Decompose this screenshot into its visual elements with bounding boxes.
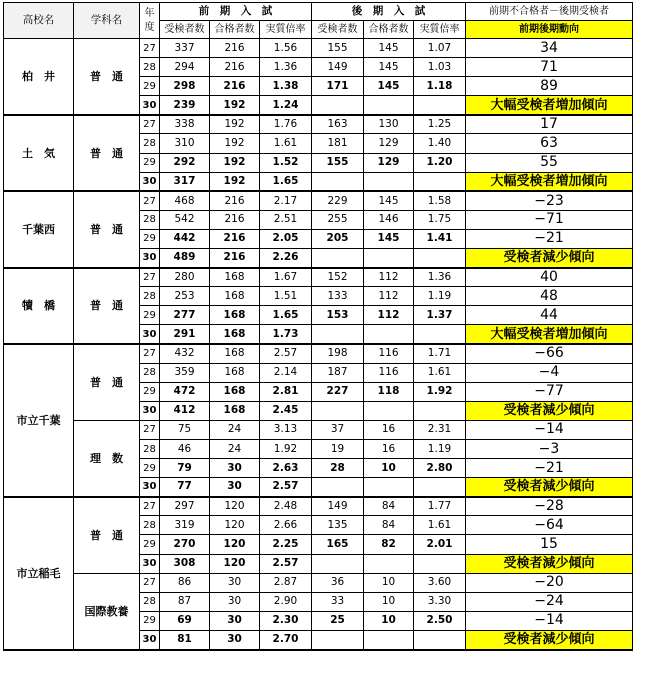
early-applicants-cell: 280 [160, 268, 210, 287]
early-ratio-cell: 1.51 [260, 287, 312, 306]
late-applicants-cell: 163 [312, 115, 364, 134]
diff-cell: 40 [466, 268, 633, 287]
early-passed-cell: 168 [210, 344, 260, 363]
trend-cell: 大幅受検者増加傾向 [466, 96, 633, 115]
year-cell: 30 [140, 401, 160, 420]
late-applicants-cell: 198 [312, 344, 364, 363]
early-ratio-cell: 2.51 [260, 210, 312, 229]
early-ratio-cell: 2.48 [260, 497, 312, 516]
year-cell: 27 [140, 268, 160, 287]
trend-cell: 受検者減少傾向 [466, 401, 633, 420]
late-ratio-cell: 1.61 [414, 516, 466, 535]
early-applicants-cell: 310 [160, 134, 210, 153]
early-applicants-cell: 87 [160, 592, 210, 611]
early-ratio-cell: 2.57 [260, 554, 312, 573]
early-passed-cell: 30 [210, 630, 260, 649]
late-ratio-cell: 1.71 [414, 344, 466, 363]
early-ratio-cell: 2.66 [260, 516, 312, 535]
diff-cell: −20 [466, 573, 633, 592]
late-applicants-cell [312, 478, 364, 497]
year-cell: 30 [140, 630, 160, 649]
diff-cell: −23 [466, 191, 633, 210]
year-cell: 29 [140, 77, 160, 96]
early-applicants-cell: 270 [160, 535, 210, 554]
late-ratio-cell: 1.92 [414, 382, 466, 401]
early-applicants-cell: 291 [160, 325, 210, 344]
late-applicants-cell: 133 [312, 287, 364, 306]
diff-cell: −24 [466, 592, 633, 611]
header-school: 高校名 [4, 3, 74, 39]
late-ratio-cell: 1.41 [414, 229, 466, 248]
year-cell: 30 [140, 478, 160, 497]
early-applicants-cell: 46 [160, 439, 210, 458]
late-passed-cell: 112 [364, 287, 414, 306]
late-applicants-cell [312, 96, 364, 115]
late-applicants-cell: 36 [312, 573, 364, 592]
late-applicants-cell [312, 325, 364, 344]
late-ratio-cell: 2.50 [414, 611, 466, 630]
early-applicants-cell: 292 [160, 153, 210, 172]
early-passed-cell: 30 [210, 478, 260, 497]
early-applicants-cell: 489 [160, 249, 210, 268]
late-passed-cell: 10 [364, 573, 414, 592]
early-applicants-cell: 253 [160, 287, 210, 306]
year-cell: 29 [140, 229, 160, 248]
early-applicants-cell: 432 [160, 344, 210, 363]
early-applicants-cell: 75 [160, 420, 210, 439]
year-cell: 27 [140, 191, 160, 210]
early-passed-cell: 216 [210, 58, 260, 77]
year-cell: 27 [140, 497, 160, 516]
early-applicants-cell: 69 [160, 611, 210, 630]
late-applicants-cell [312, 172, 364, 191]
late-ratio-cell: 3.30 [414, 592, 466, 611]
table-row [4, 420, 633, 439]
trend-cell: 受検者減少傾向 [466, 478, 633, 497]
diff-cell: −14 [466, 420, 633, 439]
late-passed-cell: 10 [364, 592, 414, 611]
early-applicants-cell: 298 [160, 77, 210, 96]
late-applicants-cell: 25 [312, 611, 364, 630]
diff-cell: −21 [466, 229, 633, 248]
year-cell: 27 [140, 420, 160, 439]
header-late-passed: 合格者数 [364, 21, 414, 39]
late-ratio-cell [414, 478, 466, 497]
early-applicants-cell: 317 [160, 172, 210, 191]
department-name: 普 通 [74, 344, 140, 420]
early-ratio-cell: 2.30 [260, 611, 312, 630]
early-applicants-cell: 442 [160, 229, 210, 248]
year-cell: 30 [140, 325, 160, 344]
early-ratio-cell: 2.17 [260, 191, 312, 210]
year-cell: 28 [140, 516, 160, 535]
late-ratio-cell [414, 630, 466, 649]
early-ratio-cell: 1.24 [260, 96, 312, 115]
late-passed-cell [364, 478, 414, 497]
late-applicants-cell [312, 554, 364, 573]
early-applicants-cell: 277 [160, 306, 210, 325]
late-applicants-cell: 205 [312, 229, 364, 248]
late-ratio-cell [414, 96, 466, 115]
header-late-exam: 後 期 入 試 [312, 3, 466, 21]
early-applicants-cell: 297 [160, 497, 210, 516]
late-ratio-cell: 1.25 [414, 115, 466, 134]
early-passed-cell: 120 [210, 554, 260, 573]
late-passed-cell: 82 [364, 535, 414, 554]
early-ratio-cell: 1.65 [260, 306, 312, 325]
department-name: 国際教養 [74, 573, 140, 649]
diff-cell: 89 [466, 77, 633, 96]
early-passed-cell: 216 [210, 249, 260, 268]
late-ratio-cell: 1.77 [414, 497, 466, 516]
early-applicants-cell: 77 [160, 478, 210, 497]
late-passed-cell: 145 [364, 191, 414, 210]
early-applicants-cell: 412 [160, 401, 210, 420]
header-year: 年度 [140, 3, 160, 39]
late-passed-cell: 145 [364, 77, 414, 96]
late-passed-cell: 129 [364, 153, 414, 172]
early-passed-cell: 30 [210, 611, 260, 630]
trend-cell: 受検者減少傾向 [466, 630, 633, 649]
late-ratio-cell: 1.20 [414, 153, 466, 172]
early-passed-cell: 216 [210, 229, 260, 248]
late-ratio-cell: 2.01 [414, 535, 466, 554]
department-name: 普 通 [74, 191, 140, 267]
early-ratio-cell: 1.76 [260, 115, 312, 134]
late-applicants-cell: 229 [312, 191, 364, 210]
late-passed-cell [364, 96, 414, 115]
late-applicants-cell: 152 [312, 268, 364, 287]
late-passed-cell: 112 [364, 306, 414, 325]
diff-cell: −4 [466, 363, 633, 382]
diff-cell: −77 [466, 382, 633, 401]
department-name: 普 通 [74, 39, 140, 115]
year-cell: 30 [140, 249, 160, 268]
year-cell: 29 [140, 611, 160, 630]
diff-cell: 55 [466, 153, 633, 172]
late-passed-cell: 84 [364, 497, 414, 516]
header-late-ratio: 実質倍率 [414, 21, 466, 39]
early-passed-cell: 24 [210, 420, 260, 439]
year-cell: 29 [140, 306, 160, 325]
year-cell: 28 [140, 210, 160, 229]
school-name: 柏 井 [4, 39, 74, 115]
trend-cell: 大幅受検者増加傾向 [466, 325, 633, 344]
department-name: 普 通 [74, 115, 140, 191]
year-cell: 28 [140, 134, 160, 153]
year-cell: 29 [140, 382, 160, 401]
early-passed-cell: 192 [210, 134, 260, 153]
late-passed-cell: 112 [364, 268, 414, 287]
early-ratio-cell: 3.13 [260, 420, 312, 439]
year-cell: 28 [140, 287, 160, 306]
early-ratio-cell: 2.90 [260, 592, 312, 611]
early-passed-cell: 168 [210, 363, 260, 382]
diff-cell: −71 [466, 210, 633, 229]
late-applicants-cell: 33 [312, 592, 364, 611]
header-early-applicants: 受検者数 [160, 21, 210, 39]
school-name: 土 気 [4, 115, 74, 191]
late-applicants-cell: 19 [312, 439, 364, 458]
early-applicants-cell: 359 [160, 363, 210, 382]
header-diff: 前期不合格者－後期受検者 [466, 3, 633, 21]
diff-cell: −3 [466, 439, 633, 458]
early-ratio-cell: 1.38 [260, 77, 312, 96]
early-ratio-cell: 2.14 [260, 363, 312, 382]
early-passed-cell: 192 [210, 153, 260, 172]
early-ratio-cell: 2.05 [260, 229, 312, 248]
early-passed-cell: 168 [210, 401, 260, 420]
table-row [4, 573, 633, 592]
admission-table-container [3, 2, 633, 651]
late-applicants-cell [312, 630, 364, 649]
early-passed-cell: 216 [210, 77, 260, 96]
late-ratio-cell: 1.61 [414, 363, 466, 382]
early-passed-cell: 216 [210, 39, 260, 58]
school-name: 千葉西 [4, 191, 74, 267]
late-applicants-cell: 37 [312, 420, 364, 439]
late-passed-cell: 10 [364, 459, 414, 478]
early-passed-cell: 216 [210, 191, 260, 210]
early-ratio-cell: 2.57 [260, 478, 312, 497]
late-ratio-cell [414, 401, 466, 420]
table-row [4, 191, 633, 210]
header-early-exam: 前 期 入 試 [160, 3, 312, 21]
late-ratio-cell: 1.75 [414, 210, 466, 229]
year-cell: 30 [140, 172, 160, 191]
early-ratio-cell: 1.73 [260, 325, 312, 344]
late-ratio-cell: 2.80 [414, 459, 466, 478]
year-cell: 28 [140, 58, 160, 77]
early-passed-cell: 30 [210, 573, 260, 592]
late-ratio-cell: 1.03 [414, 58, 466, 77]
early-ratio-cell: 2.57 [260, 344, 312, 363]
late-applicants-cell [312, 249, 364, 268]
diff-cell: 17 [466, 115, 633, 134]
year-cell: 29 [140, 535, 160, 554]
early-applicants-cell: 338 [160, 115, 210, 134]
early-passed-cell: 30 [210, 459, 260, 478]
late-applicants-cell: 227 [312, 382, 364, 401]
late-ratio-cell: 1.18 [414, 77, 466, 96]
late-applicants-cell: 181 [312, 134, 364, 153]
late-passed-cell: 145 [364, 58, 414, 77]
early-passed-cell: 168 [210, 268, 260, 287]
year-cell: 27 [140, 39, 160, 58]
school-name: 市立稲毛 [4, 497, 74, 650]
year-cell: 27 [140, 344, 160, 363]
late-passed-cell [364, 630, 414, 649]
late-passed-cell: 84 [364, 516, 414, 535]
year-cell: 27 [140, 573, 160, 592]
early-applicants-cell: 79 [160, 459, 210, 478]
table-row [4, 497, 633, 516]
diff-cell: 15 [466, 535, 633, 554]
late-passed-cell [364, 554, 414, 573]
late-ratio-cell: 1.58 [414, 191, 466, 210]
early-passed-cell: 120 [210, 535, 260, 554]
late-applicants-cell: 28 [312, 459, 364, 478]
header-trend: 前期後期動向 [466, 21, 633, 39]
early-ratio-cell: 2.87 [260, 573, 312, 592]
early-passed-cell: 168 [210, 287, 260, 306]
late-ratio-cell: 1.40 [414, 134, 466, 153]
late-applicants-cell: 255 [312, 210, 364, 229]
early-ratio-cell: 1.61 [260, 134, 312, 153]
late-passed-cell [364, 401, 414, 420]
late-ratio-cell [414, 249, 466, 268]
header-early-passed: 合格者数 [210, 21, 260, 39]
diff-cell: 48 [466, 287, 633, 306]
late-passed-cell: 130 [364, 115, 414, 134]
early-applicants-cell: 294 [160, 58, 210, 77]
late-ratio-cell: 1.36 [414, 268, 466, 287]
early-applicants-cell: 472 [160, 382, 210, 401]
late-passed-cell: 145 [364, 229, 414, 248]
table-row [4, 268, 633, 287]
diff-cell: −28 [466, 497, 633, 516]
table-row [4, 344, 633, 363]
late-passed-cell: 118 [364, 382, 414, 401]
late-passed-cell: 145 [364, 39, 414, 58]
early-ratio-cell: 2.45 [260, 401, 312, 420]
header-early-ratio: 実質倍率 [260, 21, 312, 39]
late-ratio-cell: 1.19 [414, 439, 466, 458]
late-ratio-cell: 3.60 [414, 573, 466, 592]
diff-cell: 63 [466, 134, 633, 153]
early-applicants-cell: 239 [160, 96, 210, 115]
early-ratio-cell: 1.56 [260, 39, 312, 58]
department-name: 理 数 [74, 420, 140, 496]
late-passed-cell [364, 172, 414, 191]
year-cell: 29 [140, 459, 160, 478]
early-passed-cell: 168 [210, 325, 260, 344]
diff-cell: 71 [466, 58, 633, 77]
admission-statistics-table [3, 2, 633, 651]
department-name: 普 通 [74, 268, 140, 344]
early-passed-cell: 216 [210, 210, 260, 229]
late-passed-cell: 116 [364, 363, 414, 382]
diff-cell: 34 [466, 39, 633, 58]
late-ratio-cell: 2.31 [414, 420, 466, 439]
late-applicants-cell: 155 [312, 39, 364, 58]
header-department: 学科名 [74, 3, 140, 39]
late-applicants-cell: 187 [312, 363, 364, 382]
diff-cell: 44 [466, 306, 633, 325]
late-applicants-cell: 149 [312, 497, 364, 516]
early-applicants-cell: 86 [160, 573, 210, 592]
early-passed-cell: 192 [210, 96, 260, 115]
late-applicants-cell [312, 401, 364, 420]
late-passed-cell: 16 [364, 439, 414, 458]
late-ratio-cell [414, 172, 466, 191]
late-ratio-cell: 1.37 [414, 306, 466, 325]
trend-cell: 受検者減少傾向 [466, 249, 633, 268]
early-ratio-cell: 1.36 [260, 58, 312, 77]
early-ratio-cell: 1.67 [260, 268, 312, 287]
late-passed-cell: 116 [364, 344, 414, 363]
early-ratio-cell: 1.65 [260, 172, 312, 191]
early-passed-cell: 168 [210, 306, 260, 325]
late-passed-cell: 129 [364, 134, 414, 153]
late-passed-cell: 10 [364, 611, 414, 630]
early-applicants-cell: 81 [160, 630, 210, 649]
early-passed-cell: 24 [210, 439, 260, 458]
early-passed-cell: 30 [210, 592, 260, 611]
year-cell: 27 [140, 115, 160, 134]
early-applicants-cell: 319 [160, 516, 210, 535]
early-ratio-cell: 2.26 [260, 249, 312, 268]
early-applicants-cell: 308 [160, 554, 210, 573]
early-ratio-cell: 2.70 [260, 630, 312, 649]
table-row [4, 115, 633, 134]
year-cell: 30 [140, 96, 160, 115]
header-late-applicants: 受検者数 [312, 21, 364, 39]
header-row-1 [4, 3, 633, 21]
early-passed-cell: 120 [210, 497, 260, 516]
school-name: 市立千葉 [4, 344, 74, 497]
late-ratio-cell: 1.19 [414, 287, 466, 306]
year-cell: 28 [140, 363, 160, 382]
early-applicants-cell: 468 [160, 191, 210, 210]
late-passed-cell: 16 [364, 420, 414, 439]
early-ratio-cell: 2.81 [260, 382, 312, 401]
trend-cell: 大幅受検者増加傾向 [466, 172, 633, 191]
late-applicants-cell: 165 [312, 535, 364, 554]
early-ratio-cell: 2.25 [260, 535, 312, 554]
school-name: 犢 橋 [4, 268, 74, 344]
late-passed-cell: 146 [364, 210, 414, 229]
early-passed-cell: 168 [210, 382, 260, 401]
early-passed-cell: 120 [210, 516, 260, 535]
late-ratio-cell: 1.07 [414, 39, 466, 58]
late-applicants-cell: 155 [312, 153, 364, 172]
early-applicants-cell: 337 [160, 39, 210, 58]
late-applicants-cell: 153 [312, 306, 364, 325]
late-ratio-cell [414, 554, 466, 573]
late-passed-cell [364, 325, 414, 344]
early-ratio-cell: 2.63 [260, 459, 312, 478]
late-ratio-cell [414, 325, 466, 344]
early-passed-cell: 192 [210, 172, 260, 191]
department-name: 普 通 [74, 497, 140, 573]
early-passed-cell: 192 [210, 115, 260, 134]
diff-cell: −14 [466, 611, 633, 630]
year-cell: 30 [140, 554, 160, 573]
early-ratio-cell: 1.92 [260, 439, 312, 458]
early-applicants-cell: 542 [160, 210, 210, 229]
late-applicants-cell: 171 [312, 77, 364, 96]
year-cell: 28 [140, 592, 160, 611]
late-passed-cell [364, 249, 414, 268]
late-applicants-cell: 135 [312, 516, 364, 535]
late-applicants-cell: 149 [312, 58, 364, 77]
trend-cell: 受検者減少傾向 [466, 554, 633, 573]
year-cell: 28 [140, 439, 160, 458]
diff-cell: −66 [466, 344, 633, 363]
early-ratio-cell: 1.52 [260, 153, 312, 172]
table-row [4, 39, 633, 58]
diff-cell: −21 [466, 459, 633, 478]
year-cell: 29 [140, 153, 160, 172]
diff-cell: −64 [466, 516, 633, 535]
